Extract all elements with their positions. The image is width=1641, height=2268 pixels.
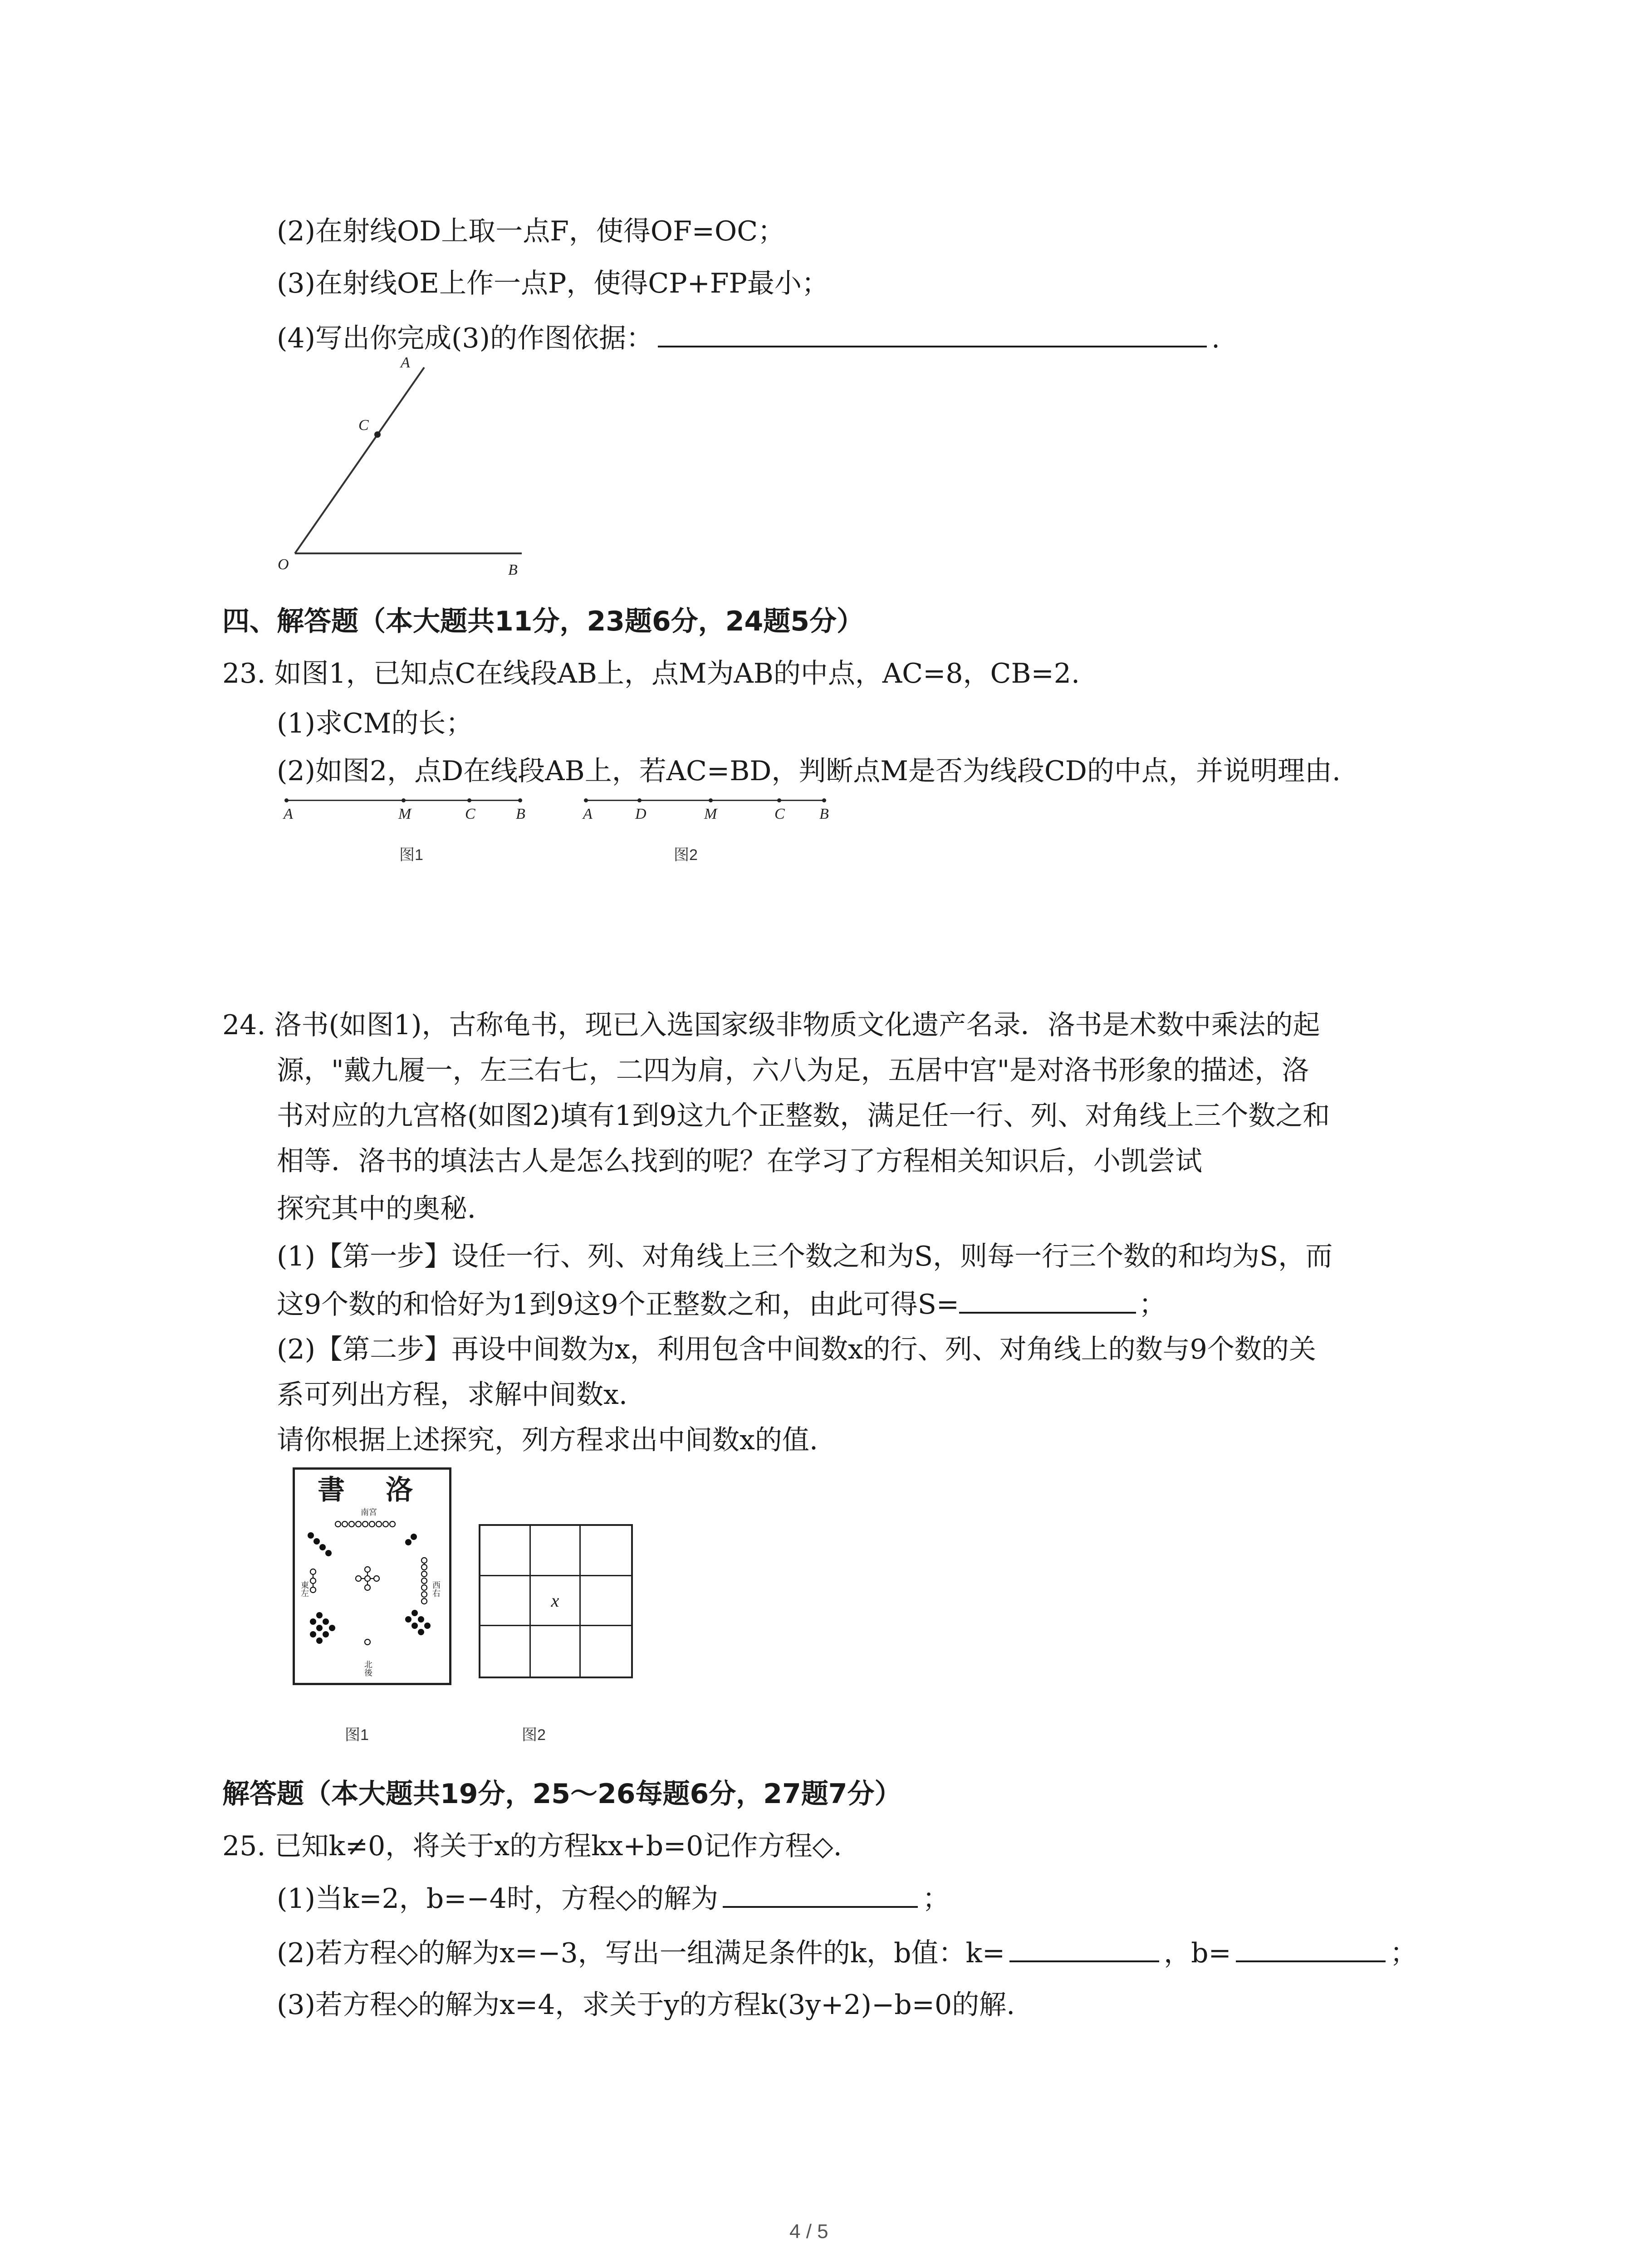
point-c-dot xyxy=(374,431,381,438)
q23-fig2-caption: 图2 xyxy=(674,846,698,864)
q23-fig2-label-a: A xyxy=(583,806,593,822)
grid-cell-center xyxy=(531,1576,581,1627)
q24-part-2-a: (2)【第二步】再设中间数为x，利用包含中间数x的行、列、对角线上的数与9个数的关 xyxy=(277,1334,1316,1365)
q23-fig1-dot-m xyxy=(402,798,406,802)
q22-step-4 xyxy=(277,318,1220,357)
q23-part-1: (1)求CM的长； xyxy=(277,708,473,739)
q25-part-3: (3)若方程◇的解为x=4，求关于y的方程k(3y+2)−b=0的解. xyxy=(277,1989,1015,2021)
label-point-b: B xyxy=(508,562,518,578)
q25-b-blank[interactable] xyxy=(1236,1932,1386,1962)
q24-line-2: 源，"戴九履一，左三右七，二四为肩，六八为足，五居中宫"是对洛书形象的描述，洛 xyxy=(277,1055,1309,1086)
q22-step-4-text: (4)写出你完成(3)的作图依据： xyxy=(277,323,653,354)
grid-cell xyxy=(581,1526,631,1576)
grid-cell xyxy=(531,1526,581,1576)
luoshu-label-south: 南宮 xyxy=(361,1508,377,1517)
nine-square-grid xyxy=(479,1524,633,1678)
q23-fig2-dot-a xyxy=(584,798,588,802)
q24-line-4: 相等．洛书的填法古人是怎么找到的呢？在学习了方程相关知识后，小凯尝试 xyxy=(277,1145,1202,1177)
q25-stem: 25. 已知k≠0，将关于x的方程kx+b=0记作方程◇. xyxy=(222,1830,842,1862)
luoshu-caption: 图1 xyxy=(345,1726,369,1744)
angle-figure xyxy=(277,354,531,590)
q24-line-3: 书对应的九宫格(如图2)填有1到9这九个正整数，满足任一行、列、对角线上三个数之和 xyxy=(277,1100,1330,1132)
q25-part-2-text: (2)若方程◇的解为x=−3，写出一组满足条件的k，b值：k= xyxy=(277,1937,1005,1969)
q23-stem: 23. 如图1，已知点C在线段AB上，点M为AB的中点，AC=8，CB=2. xyxy=(222,658,1080,689)
luoshu-image xyxy=(293,1467,451,1685)
luoshu-label-west: 西右 xyxy=(431,1581,441,1597)
q23-fig2-dot-b xyxy=(822,798,826,802)
section-4-heading: 四、解答题（本大题共11分，23题6分，24题5分） xyxy=(222,606,864,637)
label-point-o: O xyxy=(278,556,289,573)
luoshu-title-right: 洛 xyxy=(386,1474,413,1506)
grid-cell xyxy=(480,1626,531,1677)
grid-cell xyxy=(581,1626,631,1677)
q23-fig1-dot-c xyxy=(467,798,471,802)
q22-step-2: (2)在射线OD上取一点F，使得OF=OC； xyxy=(277,215,785,247)
q22-answer-blank[interactable] xyxy=(658,318,1207,347)
q24-part-3: 请你根据上述探究，列方程求出中间数x的值. xyxy=(277,1424,818,1456)
label-point-c: C xyxy=(358,417,369,434)
grid-cell xyxy=(581,1576,631,1627)
q23-fig2-label-b: B xyxy=(819,806,829,822)
luoshu-dots-icon xyxy=(295,1510,449,1683)
grid-cell xyxy=(480,1526,531,1576)
q22-step-3: (3)在射线OE上作一点P，使得CP+FP最小； xyxy=(277,268,829,299)
q25-part-2-mid: ，b= xyxy=(1164,1937,1231,1969)
page-number: 4 / 5 xyxy=(789,2220,828,2243)
q24-line-1: 24. 洛书(如图1)，古称龟书，现已入选国家级非物质文化遗产名录．洛书是术数中乘法的起 xyxy=(222,1009,1320,1041)
q25-part-2 xyxy=(277,1932,1417,1971)
q23-fig2-dot-c xyxy=(777,798,781,802)
q25-part-1-text: (1)当k=2，b=−4时，方程◇的解为 xyxy=(277,1883,719,1915)
q24-s-answer-blank[interactable] xyxy=(959,1284,1136,1314)
q23-fig1-dot-b xyxy=(518,798,522,802)
q24-part-1-a: (1)【第一步】设任一行、列、对角线上三个数之和为S，则每一行三个数的和均为S，而 xyxy=(277,1241,1333,1272)
q23-fig1-caption: 图1 xyxy=(399,846,423,864)
q25-k-blank[interactable] xyxy=(1009,1932,1159,1962)
grid-cell xyxy=(480,1576,531,1627)
ray-oa xyxy=(295,367,424,553)
q24-part-1-b-end: ； xyxy=(1139,1289,1166,1320)
q24-part-1-b xyxy=(277,1284,1166,1323)
luoshu-title-left: 書 xyxy=(318,1474,345,1506)
q23-fig2-label-d: D xyxy=(635,806,647,822)
q25-part-1 xyxy=(277,1878,950,1917)
q25-part-2-end: ； xyxy=(1390,1937,1417,1969)
q23-fig1-label-a: A xyxy=(284,806,293,822)
grid-caption: 图2 xyxy=(522,1726,546,1744)
q22-step-4-end: . xyxy=(1211,323,1220,354)
q24-line-5: 探究其中的奥秘． xyxy=(277,1193,495,1225)
q23-fig2-dot-d xyxy=(637,798,642,802)
q25-solution-blank[interactable] xyxy=(723,1878,918,1908)
label-point-a: A xyxy=(401,354,410,371)
q23-fig1-label-c: C xyxy=(465,806,475,822)
q23-part-2: (2)如图2，点D在线段AB上，若AC=BD，判断点M是否为线段CD的中点，并说明理由. xyxy=(277,755,1341,787)
grid-cell xyxy=(531,1626,581,1677)
q23-fig2-segment xyxy=(585,800,826,801)
luoshu-label-north: 北後 xyxy=(363,1660,372,1677)
grid-center-x: x xyxy=(551,1590,559,1611)
q24-part-2-b: 系可列出方程，求解中间数x. xyxy=(277,1379,627,1411)
q23-fig1-dot-a xyxy=(284,798,289,802)
q23-fig2-label-c: C xyxy=(774,806,785,822)
q23-fig2-dot-m xyxy=(709,798,713,802)
q25-part-1-end: ； xyxy=(922,1883,950,1915)
q24-part-1-b-text: 这9个数的和恰好为1到9这9个正整数之和，由此可得S= xyxy=(277,1289,960,1320)
q23-fig1-label-m: M xyxy=(398,806,411,822)
q23-fig1-label-b: B xyxy=(516,806,525,822)
q23-fig2-label-m: M xyxy=(704,806,717,822)
section-5-heading: 解答题（本大题共19分，25～26每题6分，27题7分） xyxy=(222,1778,902,1810)
luoshu-label-east: 東左 xyxy=(299,1581,309,1597)
